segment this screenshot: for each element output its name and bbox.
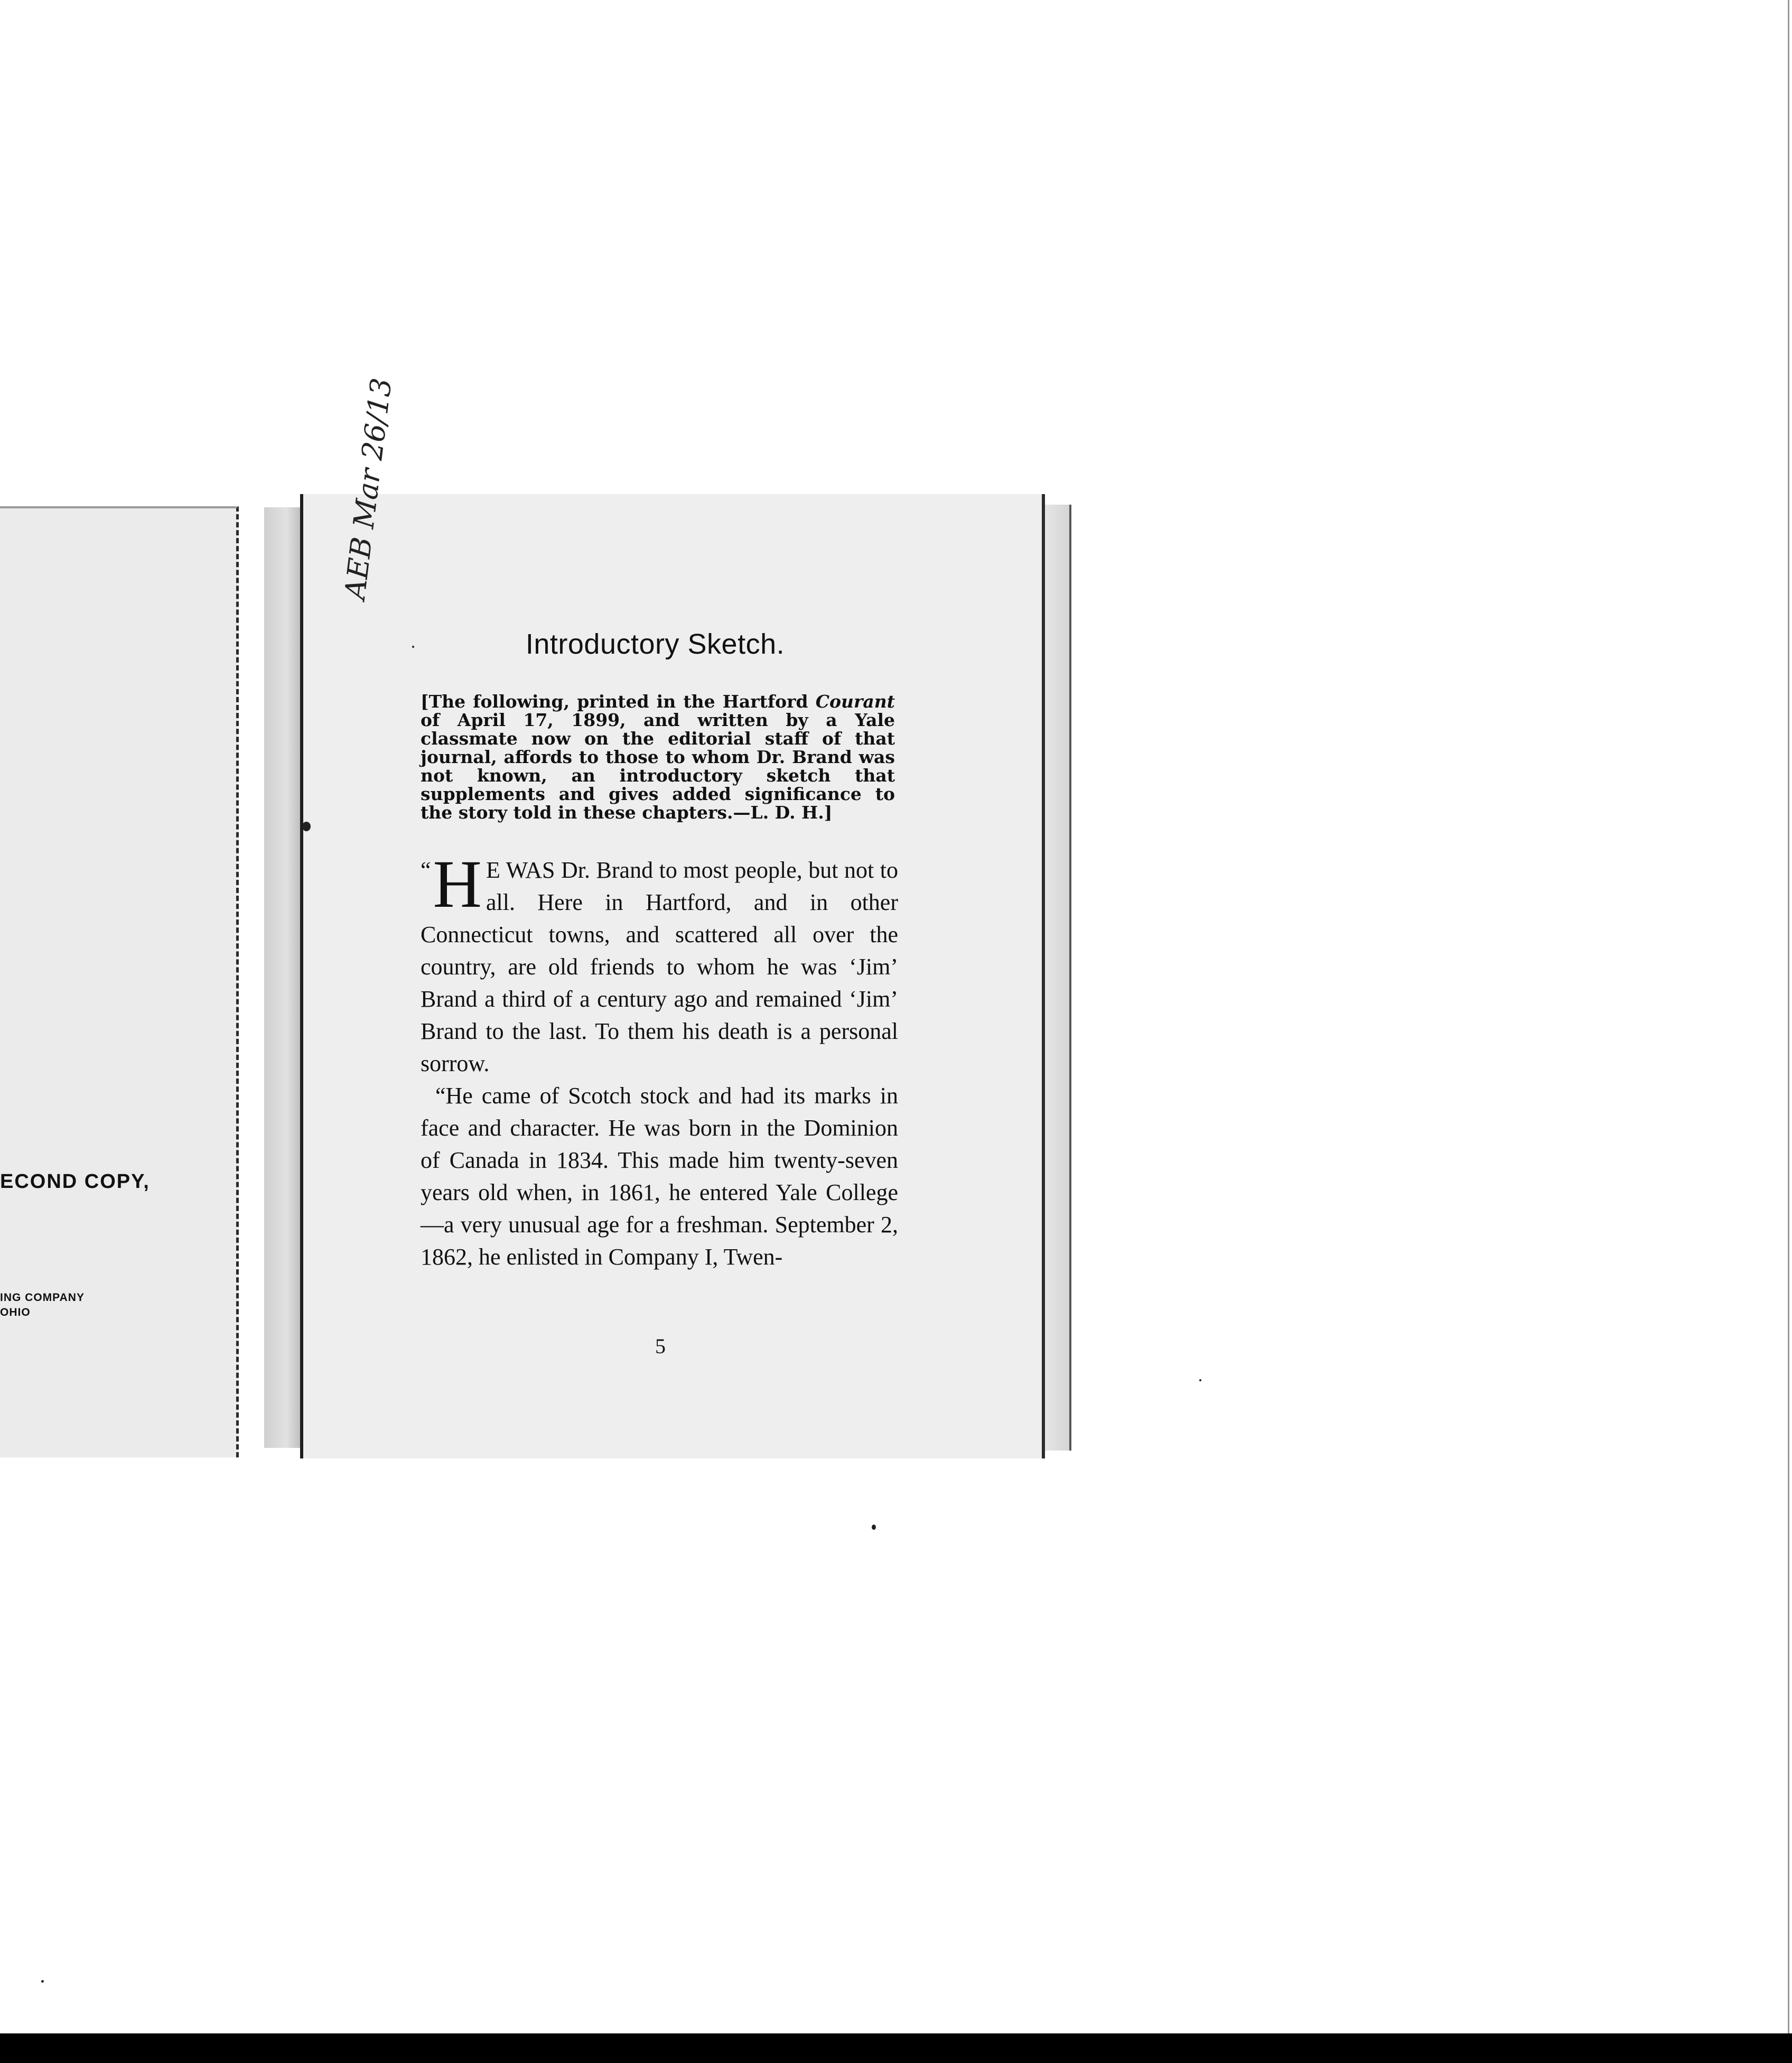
ink-speck [302,822,311,831]
paragraph-2: “He came of Scotch stock and had its marks in face and character. He was born in the Dominion of Canada in 1834. This made him twenty-seven years old when, in 1861, he entered Yale College—a very unusual age for a freshman. September 2, 1862, he enlisted in Company I, Twen- [421,1083,898,1270]
publisher-city-fragment: OHIO [0,1306,31,1318]
handwritten-annotation-text: AEB Mar 26/13 [338,376,398,601]
body-text [421,847,898,1273]
scan-bottom-border [0,2033,1792,2063]
newspaper-name: Courant [815,691,895,712]
paragraph-1 [421,847,898,1080]
publisher-company-fragment: ING COMPANY [0,1291,85,1304]
ink-speck [412,646,414,648]
editorial-note [421,692,895,822]
editorial-note-text: [The following, printed in the Hartford [421,691,816,712]
paragraph-1-text: E WAS Dr. Brand to most people, but not to all. Here in Hartford, and in other Connecticut towns, and scattered all over the country, are old friends to whom he was ‘Jim’ Brand a third of a century ago and remained ‘Jim’ Brand to the last. To them his death is a personal sorrow. [421,857,898,1076]
second-copy-label: ECOND COPY, [0,1170,150,1193]
ink-speck [41,1980,44,1983]
scan-right-edge [1788,0,1789,2033]
opening-quote: “ [421,857,431,883]
page-title: Introductory Sketch. [525,628,785,660]
editorial-note-text-continued: of April 17, 1899, and written by a Yale classmate now on the editorial staff of that journal, affords to those to whom Dr. Brand was not known, an introductory sketch that supplements and gives added significance to the story told in these chapters.—L. D. H.] [421,710,895,823]
ink-speck [1199,1379,1201,1381]
ink-speck [872,1525,876,1530]
drop-cap: H [433,847,482,922]
previous-page [0,506,239,1457]
book-gutter [264,507,301,1448]
page-number: 5 [655,1334,666,1358]
